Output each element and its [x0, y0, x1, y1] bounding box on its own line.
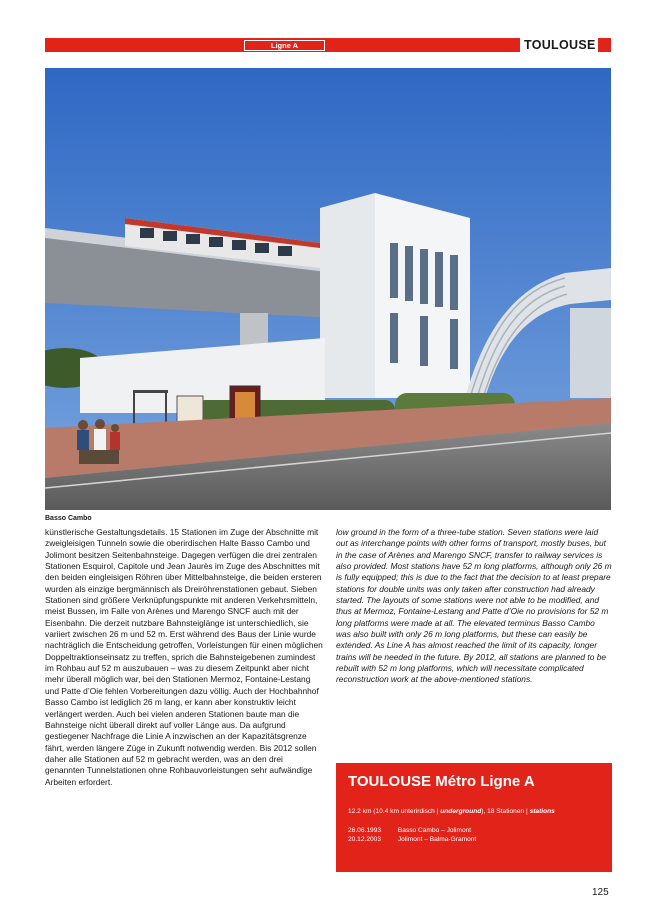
section-tag-box	[244, 40, 325, 51]
section-tag: Ligne A	[245, 41, 324, 50]
station-photo	[45, 68, 611, 510]
page-number: 125	[592, 887, 609, 898]
city-title: TOULOUSE	[524, 38, 596, 52]
stats-underground: underground	[440, 808, 482, 815]
info-title: TOULOUSE Métro Ligne A	[348, 773, 535, 790]
german-text-column: künstlerische Gestaltungsdetails. 15 Stationen im Zuge der Abschnitte mit zweigleisigen Tunneln sowie die oberirdischen Halte Basso Cambo und Jolimont besitzen Seitenbahnsteige. Dagegen verfügen die drei zentralen Stationen Esquirol, Capitole und Jean Jaurès im Zuge des Abschnittes mit den beiden eingleisigen Röhren über Mittelbahnsteige, die beiden ersteren wurden als einzige bergmännisch als Dreiröhrenstationen gebaut. Sieben Stationen sind größere Verknüpfungspunkte mit anderen Verkehrsmitteln, meist Bussen, im Falle von Arènes und Marengo SNCF auch mit der Eisenbahn. Die derzeit nutzbare Bahnsteiglänge ist unterschiedlich, sie variiert zwischen 26 m und 52 m. Erst während des Baus der Linie wurde nachträglich die Entscheidung getroffen, Vorleistungen für einen möglichen Doppeltraktionseinsatz zu treffen, sprich die Bahnsteigebenen zumindest im Rohbau auf 52 m auszubauen – was zu diesem Zeitpunkt aber nicht mehr überall möglich war, bei den Stationen Mermoz, Fontaine-Lestang und Patte d’Oie fehlen Vorbereitungen dazu völlig. Auch der Hochbahnhof Basso Cambo ist lediglich 26 m lang, er kann aber konstruktiv leicht verlängert werden. Auch bei vielen anderen Stationen baute man die Bahnsteige nicht überall direkt auf voller Länge aus. Da aufgrund gestiegener Nachfrage die Linie A inzwischen an der Kapazitätsgrenze fährt, werden längere Züge in Zukunft notwendig werden. Bis 2012 sollen daher alle Stationen auf 52 m gebracht werden, was an den drei genannten Tunnelstationen ohne Rohbauvorleistungen sehr aufwändige Arbeiten erfordert.	[45, 527, 323, 787]
stats-stations-count: ), 18 Stationen |	[481, 808, 528, 815]
opening-dates	[348, 827, 600, 843]
opening-row	[348, 836, 600, 843]
opening-section: Basso Cambo – Jolimont	[397, 827, 472, 834]
opening-row	[348, 827, 600, 834]
english-text-column: low ground in the form of a three-tube station. Seven stations were laid out as interchange points with other forms of transport, mostly buses, but in the case of Arènes and Marengo SNCF, transfer to railway services is also provided. Most stations have 52 m long platforms, although only 26 m is fully equipped; this is due to the fact that the decision to at least prepare stations for double units was only taken after construction had already started. The layouts of some stations were not able to be modified, and thus at Mermoz, Fontaine-Lestang and Patte d’Oie no provisions for 52 m long platforms were made at all. The elevated terminus Basso Cambo was also built with only 26 m long platforms, but these can easily be extended. As Line A has almost reached the limit of its capacity, longer trains will be needed in the future. By 2012, all stations are planned to be rebuilt with 52 m long platforms, which will necessitate complicated reconstruction work at the above-mentioned stations.	[336, 527, 612, 685]
station-photo-illustration	[45, 68, 611, 510]
opening-date: 20.12.2003	[348, 836, 382, 843]
opening-date: 26.06.1993	[348, 827, 382, 834]
photo-caption: Basso Cambo	[45, 515, 92, 522]
stats-stations-en: stations	[529, 808, 555, 815]
line-info-box	[336, 763, 612, 872]
opening-section: Jolimont – Balma-Gramont	[397, 836, 477, 843]
info-stats	[348, 808, 600, 815]
stats-length: 12.2 km (10.4 km unterirdisch |	[348, 808, 439, 815]
